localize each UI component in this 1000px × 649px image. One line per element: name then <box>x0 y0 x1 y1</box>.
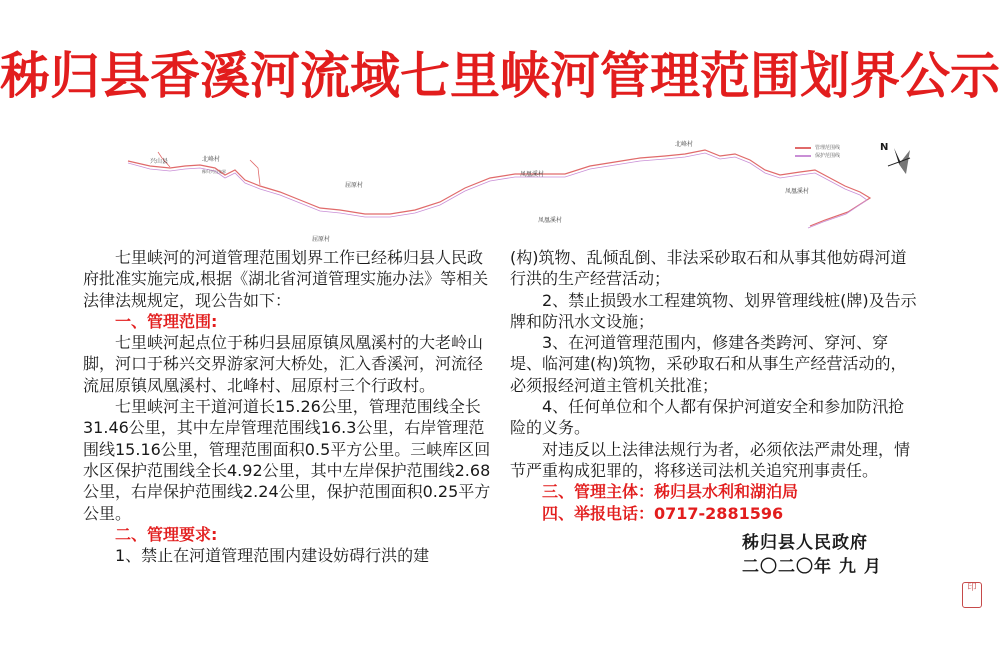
section-heading-requirements: 二、管理要求: <box>115 524 218 544</box>
penalty-paragraph: 对违反以上法律法规行为者，必须依法严肃处理，情节严重构成犯罪的，将移送司法机关追究刑事责任。 <box>510 439 911 480</box>
legend-item-protection <box>795 152 840 160</box>
management-line-upper <box>128 150 870 226</box>
signature-org: 秭归县人民政府 <box>742 533 868 553</box>
signature-date: 二〇二〇年 九 月 <box>742 557 882 577</box>
north-label: N <box>880 142 889 153</box>
requirement-4: 4、任何单位和个人都有保护河道安全和参加防汛抢险的义务。 <box>510 397 905 438</box>
compass-icon <box>880 140 914 180</box>
left-column <box>83 247 491 566</box>
legend-swatch-management <box>795 147 811 149</box>
requirement-1-start: 1、禁止在河道管理范围内建设妨碍行洪的建 <box>115 546 430 566</box>
map-label-fenghuang-b: 凤凰溪村 <box>785 188 810 195</box>
requirement-1-end: (构)筑物、乱倾乱倒、非法采砂取石和从事其他妨碍河道行洪的生产经营活动； <box>510 248 907 289</box>
section-heading-hotline: 四、举报电话：0717-2881596 <box>542 503 784 523</box>
map-label-quyuan-b: 屈原村 <box>312 236 331 243</box>
section-heading-authority: 三、管理主体：秭归县水利和湖泊局 <box>542 482 799 502</box>
seal-stamp: 印 <box>962 582 982 608</box>
map-label-fenghuang-a: 凤凰溪村 <box>520 171 545 178</box>
map-label-xingshan: 兴山县 <box>150 158 169 165</box>
right-column <box>510 247 918 524</box>
map-label-beifeng-b: 北峰村 <box>675 141 694 148</box>
map-label-quyuan-a: 屈原村 <box>345 182 364 189</box>
north-arrow-icon <box>880 140 914 180</box>
legend-swatch-protection <box>795 155 811 157</box>
legend-item-management <box>795 144 840 152</box>
map-label-fenghuang-c: 凤凰溪村 <box>538 217 563 224</box>
map-legend <box>795 144 840 160</box>
requirement-2: 2、禁止损毁水工程建筑物、划界管理线桩(牌)及告示牌和防汛水文设施； <box>510 290 917 331</box>
legend-label-protection: 保护范围线 <box>815 153 841 159</box>
scope-paragraph-2: 七里峡河主干道河道长15.26公里，管理范围线全长31.46公里，其中左岸管理范围线16.3公里，右岸管理范围线15.16公里，管理范围面积0.5平方公里。三峡库区回水区保护范围线全长4.92公里，其中左岸保护范围线2.68公里，右岸保护范围线2.24公里，保护范围面积0.25平方公里。 <box>83 397 491 523</box>
requirement-3: 3、在河道管理范围内，修建各类跨河、穿河、穿堤、临河建(构)筑物，采砂取石和从事生产经营活动的，必须报经河道主管机关批准； <box>510 333 907 395</box>
section-heading-scope: 一、管理范围: <box>115 311 218 331</box>
notice-title: 秭归县香溪河流域七里峡河管理范围划界公示 <box>0 47 1000 105</box>
intro-paragraph: 七里峡河的河道管理范围划界工作已经秭归县人民政府批准实施完成,根据《湖北省河道管理实施办法》等相关法律法规规定，现公告如下： <box>83 248 489 310</box>
legend-label-management: 管理范围线 <box>815 145 841 151</box>
map-label-beifeng-a: 北峰村 <box>202 156 221 163</box>
map-label-boundary: 秭归兴山交界 <box>202 169 226 174</box>
scope-paragraph-1: 七里峡河起点位于秭归县屈原镇凤凰溪村的大老岭山脚，河口于秭兴交界游家河大桥处，汇入香溪河，河流径流屈原镇凤凰溪村、北峰村、屈原村三个行政村。 <box>83 333 484 395</box>
river-map <box>110 130 910 245</box>
